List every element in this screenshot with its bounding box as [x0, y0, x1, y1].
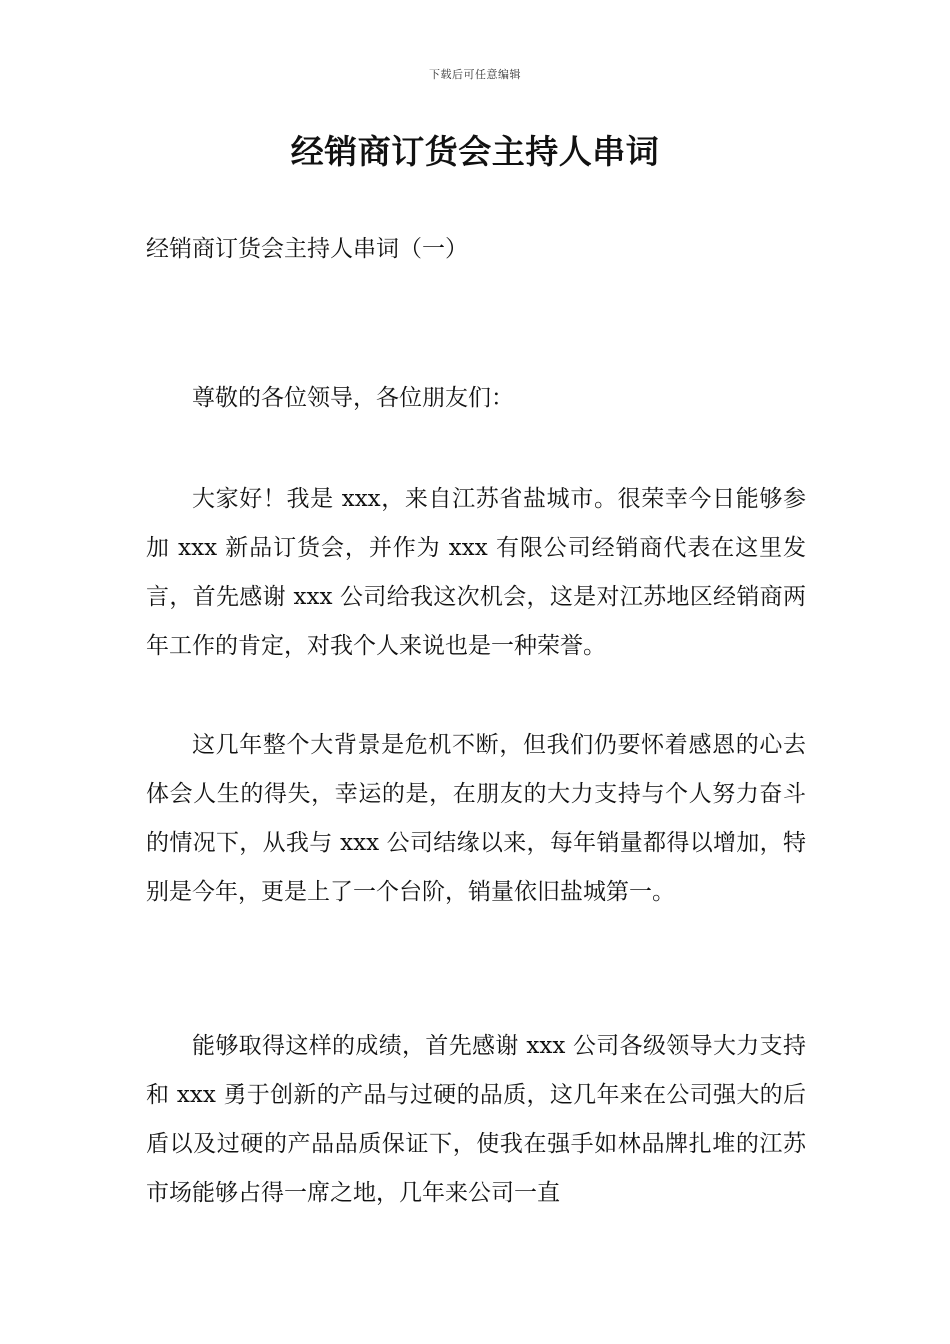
document-title: 经销商订货会主持人串词: [290, 132, 660, 171]
body-paragraph-2: 这几年整个大背景是危机不断，但我们仍要怀着感恩的心去体会人生的得失，幸运的是，在朋友的大力支持与个人努力奋斗的情况下，从我与 xxx 公司结缘以来，每年销量都得以增加，特别是今年，更是上了一个台阶，销量依旧盐城第一。: [146, 732, 806, 905]
greeting-paragraph: 尊敬的各位领导，各位朋友们：: [192, 385, 514, 411]
section-heading: 经销商订货会主持人串词（一）: [146, 236, 468, 262]
header-note: 下载后可任意编辑: [429, 68, 521, 81]
body-paragraph-1: 大家好！我是 xxx，来自江苏省盐城市。很荣幸今日能够参加 xxx 新品订货会，并作为 xxx 有限公司经销商代表在这里发言，首先感谢 xxx 公司给我这次机会，这是对江苏地区经销商两年工作的肯定，对我个人来说也是一种荣誉。: [146, 486, 806, 659]
body-paragraph-3: 能够取得这样的成绩，首先感谢 xxx 公司各级领导大力支持和 xxx 勇于创新的产品与过硬的品质，这几年来在公司强大的后盾以及过硬的产品品质保证下，使我在强手如林品牌扎堆的江苏市场能够占得一席之地，几年来公司一直: [146, 1033, 806, 1206]
